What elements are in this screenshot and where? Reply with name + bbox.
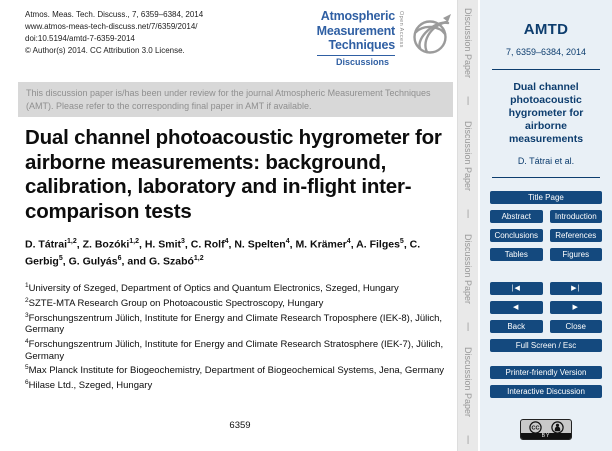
author-affiliation-marker: 3 (181, 238, 185, 245)
affiliation-marker: 3 (25, 311, 29, 319)
author-affiliation-marker: 4 (346, 238, 351, 245)
svg-text:CC: CC (530, 425, 540, 432)
author-name: M. Krämer (295, 238, 347, 251)
journal-url: www.atmos-meas-tech-discuss.net/7/6359/2014/ (25, 22, 198, 31)
journal-logo-text (317, 9, 395, 67)
cc-by-license-badge[interactable] (520, 419, 572, 440)
author-name: C. Rolf (190, 238, 225, 251)
journal-abbrev: AMTD (523, 21, 569, 38)
page-number: 6359 (229, 420, 251, 431)
printer-friendly-button[interactable]: Printer-friendly Version (490, 366, 602, 379)
citation-block (25, 9, 203, 57)
journal-name-line: Measurement (316, 23, 395, 38)
affiliation-line: $^4$Forschungszentrum Jülich, Institute for Energy and Climate Research Stratosphere (IEK-7), Jülich, Germany (25, 337, 444, 362)
author-affiliation-marker: 4 (224, 238, 229, 245)
affiliation-marker: 4 (25, 337, 29, 345)
author-affiliation-marker: 5 (58, 255, 63, 262)
affiliation-line: $^6$Hilase Ltd., Szeged, Hungary (25, 378, 153, 392)
affiliation-list (25, 280, 459, 392)
references-button[interactable]: References (550, 229, 603, 242)
paper-header (25, 9, 453, 67)
paper-title: Dual channel photoacoustic hygrometer for airborne measurements: background, calibration, laboratory and in-flight inter-comparison tests (25, 126, 442, 223)
fullscreen-button[interactable]: Full Screen / Esc (490, 339, 602, 352)
strip-separator: | (466, 433, 470, 444)
license-area (490, 419, 602, 440)
discussion-paper-strip (457, 0, 478, 451)
review-notice: This discussion paper is/has been under review for the journal Atmospheric Measurement Techniques (AMT). Please refer to the corresponding final paper in AMT if available. (18, 82, 453, 117)
doi-line: doi:10.5194/amtd-7-6359-2014 (25, 34, 135, 43)
journal-logo (317, 9, 453, 67)
author-affiliation-marker: 4 (285, 238, 290, 245)
previous-page-button[interactable]: ◀ (490, 301, 543, 314)
sidebar-paper-title: Dual channel photoacoustic hygrometer for airborne measurements (508, 81, 584, 145)
sidebar-divider (492, 69, 600, 70)
discussion-paper-label: Discussion Paper (463, 234, 473, 305)
affiliation-line: $^5$Max Planck Institute for Biogeochemistry, Department of Biogeochemical Systems, Jena, Germany (25, 364, 444, 377)
author-name: G. Gulyás (68, 255, 118, 268)
strip-separator: | (466, 207, 470, 218)
author-name: A. Filges (356, 238, 400, 251)
author-affiliation-marker: 5 (399, 238, 404, 245)
journal-name-line: Techniques (328, 38, 395, 52)
affiliation-line: $^1$University of Szeged, Department of Optics and Quantum Electronics, Szeged, Hungary (25, 282, 399, 295)
discussion-paper-label: Discussion Paper (463, 8, 473, 79)
last-page-button[interactable]: ▶| (550, 282, 603, 295)
discussions-label: Discussions (335, 56, 389, 67)
discussion-paper-label: Discussion Paper (463, 347, 473, 418)
logo-divider (317, 55, 395, 56)
author-name: N. Spelten (234, 238, 286, 251)
interactive-discussion-button[interactable]: Interactive Discussion (490, 385, 602, 398)
author-name: G. Szabó (148, 255, 194, 268)
affiliation-marker: 1 (25, 282, 29, 289)
discussion-paper-label: Discussion Paper (463, 121, 473, 192)
author-affiliation-marker: 1,2 (193, 255, 204, 262)
author-list: D. Tátrai$^{1,2}$, Z. Bozóki$^{1,2}$, H. Smit$^3$, C. Rolf$^4$, N. Spelten$^4$, M. Krämer$^4$, A. Filges$^5$, C. Gerbig$^5$, G. Gulyás$^6$, and G. Szabó$^{1,2}$ (25, 238, 421, 268)
cc-by-label: BY (521, 433, 571, 439)
first-page-button[interactable]: |◀ (490, 282, 543, 295)
tables-button[interactable]: Tables (490, 248, 543, 261)
abstract-button[interactable]: Abstract (490, 210, 543, 223)
back-button[interactable]: Back (490, 320, 543, 333)
citation-line: Atmos. Meas. Tech. Discuss., 7, 6359–6384, 2014 (25, 10, 204, 19)
egu-globe-icon (407, 9, 453, 59)
author-name: C. Gerbig (25, 238, 421, 268)
figures-button[interactable]: Figures (550, 248, 603, 261)
conclusions-button[interactable]: Conclusions (490, 229, 543, 242)
author-affiliation-marker: 1,2 (67, 238, 77, 245)
sidebar-divider (492, 177, 600, 178)
globe-flag (443, 14, 451, 22)
affiliation-line: $^2$SZTE-MTA Research Group on Photoacoustic Spectroscopy, Hungary (25, 296, 324, 309)
affiliation-line: $^3$Forschungszentrum Jülich, Institute for Energy and Climate Research Troposphere (IEK-8), Jülich, Germany (25, 311, 443, 336)
affiliation-marker: 2 (25, 296, 29, 304)
title-page-button[interactable]: Title Page (490, 191, 602, 204)
author-affiliation-marker: 1,2 (129, 238, 139, 245)
open-access-label: Open Access (398, 11, 404, 48)
author-name: D. Tátrai (25, 238, 68, 251)
author-affiliation-marker: 6 (117, 255, 122, 262)
license-line: © Author(s) 2014. CC Attribution 3.0 License. (25, 46, 185, 55)
affiliation-marker: 6 (25, 378, 29, 386)
author-name: Z. Bozóki (82, 238, 130, 251)
navigation-sidebar (480, 0, 612, 451)
next-page-button[interactable]: ▶ (550, 301, 603, 314)
affiliation-marker: 5 (25, 364, 29, 372)
journal-name-line: Atmospheric (320, 9, 395, 23)
volume-info: 7, 6359–6384, 2014 (505, 47, 587, 57)
sidebar-authors: D. Tátrai et al. (517, 156, 575, 166)
strip-separator: | (466, 320, 470, 331)
strip-separator: | (466, 94, 470, 105)
author-name: H. Smit (144, 238, 182, 251)
introduction-button[interactable]: Introduction (550, 210, 603, 223)
close-button[interactable]: Close (550, 320, 603, 333)
